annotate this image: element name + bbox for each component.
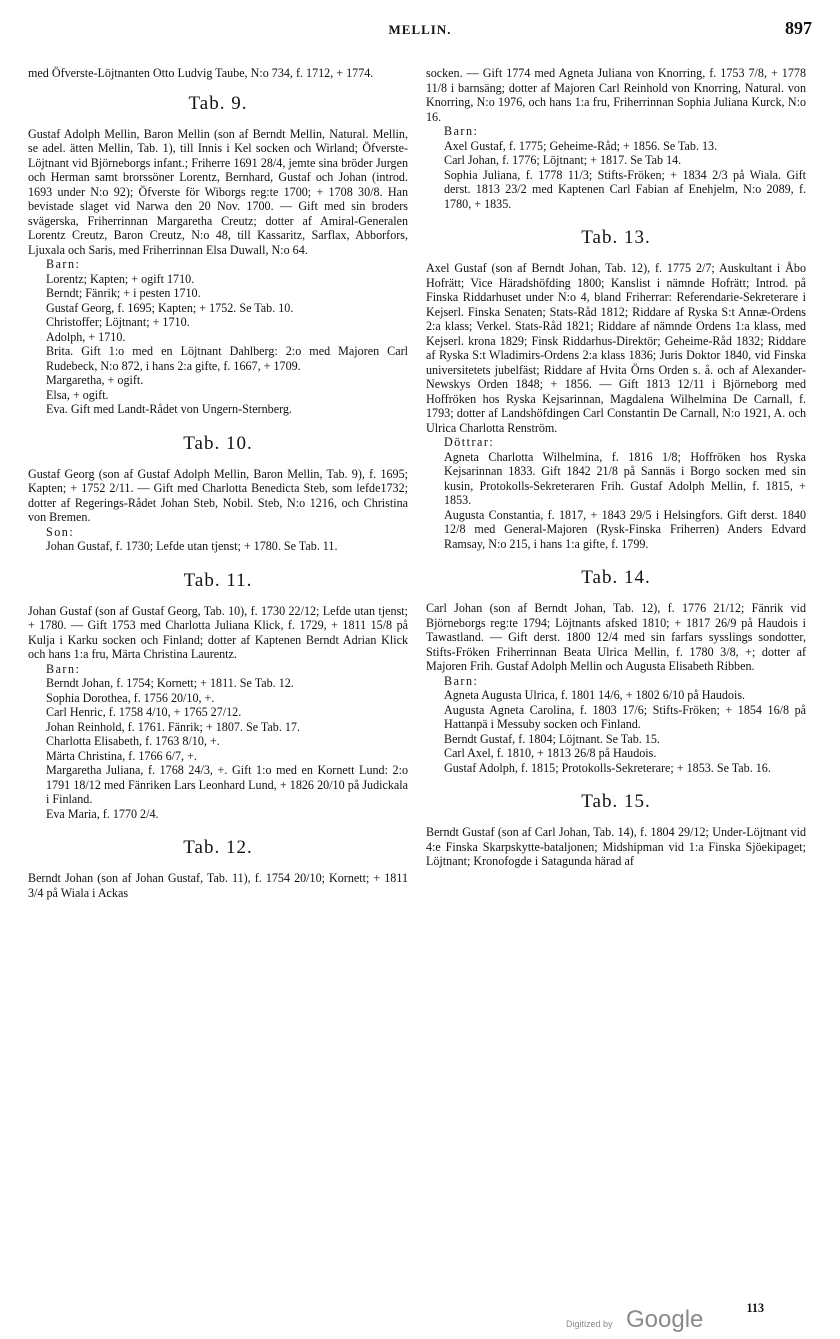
entry-text: Johan Gustaf (son af Gustaf Georg, Tab. 10), f. 1730 22/12; Lefde utan tjenst; + 1780. — Gift 1753 med Charlotta Juliana Klick, f. 1729, + 1811 15/8 på Kulja i Karku socken och Finland; dotter af Kaptenen Berndt Adrian Klick och hans 1:a fru, Märta Christina Laurentz.	[28, 603, 408, 661]
entry-text: Berndt Johan (son af Johan Gustaf, Tab. 11), f. 1754 20/10; Kornett; + 1811 3/4 på Wiala i Ackas	[28, 871, 408, 900]
child-entry: Johan Reinhold, f. 1761. Fänrik; + 1807. Se Tab. 17.	[46, 719, 300, 734]
left-column	[28, 66, 408, 900]
page-header	[28, 18, 812, 46]
child-entry: Berndt; Fänrik; + i pesten 1710.	[46, 286, 201, 300]
tab-heading: Tab. 11.	[183, 569, 253, 591]
child-entry: Eva Maria, f. 1770 2/4.	[46, 806, 159, 821]
tab-heading: Tab. 12.	[183, 837, 253, 858]
child-entry: Christoffer; Löjtnant; + 1710.	[46, 315, 190, 329]
child-entry: Gustaf Adolph, f. 1815; Protokolls-Sekreterare; + 1853. Se Tab. 16.	[444, 760, 771, 775]
child-entry: Adolph, + 1710.	[46, 329, 126, 344]
page-number: 897	[785, 18, 812, 38]
child-entry: Margaretha, + ogift.	[46, 373, 144, 387]
child-entry: Berndt Gustaf, f. 1804; Löjtnant. Se Tab. 15.	[444, 731, 660, 746]
child-entry: Brita. Gift 1:o med en Löjtnant Dahlberg: 2:o med Majoren Carl Rudebeck, N:o 872, i hans 2:a gifte, f. 1667, + 1709.	[46, 344, 408, 373]
child-entry: Agneta Charlotta Wilhelmina, f. 1816 1/8; Hoffröken hos Ryska Kejsarinnan 1833. Gift 1842 21/8 på Sannäs i Borgo socken med sin kusin, Protokolls-Sekreteraren Frih. Gustaf Adolph Mellin, f. 1815, + 1853.	[444, 449, 806, 507]
children-label: Barn:	[444, 124, 479, 138]
children-label: Barn:	[46, 661, 81, 676]
child-entry: Carl Johan, f. 1776; Löjtnant; + 1817. Se Tab 14.	[444, 153, 682, 167]
tab-heading: Tab. 9.	[188, 92, 248, 114]
tab-heading: Tab. 13.	[581, 227, 651, 248]
continued-text: socken. — Gift 1774 med Agneta Juliana von Knorring, f. 1753 7/8, + 1778 11/8 i barnsäng; dotter af Majoren Carl Reinhold von Knorring, Natural. von Knorring, N:o 1976, och hans 1:a fru, Friherrinnan Sophia Juliana Kurck, N:o 16.	[426, 66, 806, 124]
running-title: MELLIN.	[388, 22, 452, 37]
child-entry: Agneta Augusta Ulrica, f. 1801 14/6, + 1802 6/10 på Haudois.	[444, 688, 746, 702]
child-entry: Märta Christina, f. 1766 6/7, +.	[46, 748, 197, 763]
tab-heading: Tab. 14.	[581, 567, 651, 588]
entry-text: Gustaf Adolph Mellin, Baron Mellin (son af Berndt Mellin, Natural. Mellin, se adel. ätten Mellin, Tab. 1), till Innis i Kel socken och Wirland; Öfverste-Löjtnant vid Björneborgs infant.; Friherre 1691 28/4, jemte sina bröder Jurgen och Herman samt brorssöner Lorentz, Bernhard, Gustaf och Johan (introd. 1693 under N:o 92); Öfverste för Wiborgs reg:te 1700; + 1708 30/8. Han bevistade slaget vid Narwa den 20 Nov. 1700. — Gift med sin broders svägerska, Friherrinnan Margaretha Creutz; dotter af Amiral-Generalen Lorentz Creutz, Baron Creutz, N:o 48, till Kassaritz, Sarflax, Abborfors, Ljuxala och Saris, med Friherrinnan Elsa Duwall, N:o 64.	[28, 126, 408, 257]
signature-mark: 113	[746, 1301, 764, 1315]
right-column	[426, 66, 806, 869]
child-entry: Augusta Constantia, f. 1817, + 1843 29/5 i Helsingfors. Gift derst. 1840 12/8 med General-Majoren (Rysk-Finska Friherren) Anders Edvard Ramsay, N:o 215, i hans 1:a gifte, f. 1799.	[444, 507, 806, 551]
child-entry: Johan Gustaf, f. 1730; Lefde utan tjenst; + 1780. Se Tab. 11.	[46, 539, 338, 553]
digitized-label: Digitized by	[566, 1319, 613, 1329]
entry-text: Axel Gustaf (son af Berndt Johan, Tab. 12), f. 1775 2/7; Auskultant i Åbo Hofrätt; Vice Häradshöfding 1800; Kanslist i nämnde Hofrätt; Introd. på Finska Riddarhuset under N:o 4, bland Friherrar: Referendarie-Sekreterare i Kejserl. Finska Senaten; Stats-Råd 1812; Riddare af Ryska S:t Annæ-Ordens 2:a klass; Verkel. Stats-Råd 1821; Riddare af nämnde Ordens 1:a klass, med Kejserl. krona 1829; Finsk Riddarhus-Direktör; Geheime-Råd 1832; Riddare af Ryska S:t Wladimirs-Ordens 2:a klass 1836; Juris Doktor 1840, vid Finska universitetets jubelfäst; Riddare af Hvita Örns Orden s. å. och af Alexander-Newskys Orden 1848; + 1856. — Gift 1813 12/11 i Björneborg med Hoffröken hos Ryska Kejsarinnan, Magdalena Wilhelmina De Carnall, f. 1793; dotter af Landshöfdingen Carl Constantin De Carnall, N:o 1921, A. och Ulrica Charlotta Renström.	[426, 261, 806, 435]
children-label: Barn:	[444, 673, 479, 688]
entry-text: Berndt Gustaf (son af Carl Johan, Tab. 14), f. 1804 29/12; Under-Löjtnant vid 4:e Finska Skarpskytte-bataljonen; Midshipman vid 1:a Finska Sjöekipaget; Löjtnant; Kronofogde i Satagunda härad af	[426, 825, 806, 868]
child-entry: Carl Axel, f. 1810, + 1813 26/8 på Haudois.	[444, 746, 657, 760]
tab-heading: Tab. 15.	[581, 791, 651, 812]
child-entry: Berndt Johan, f. 1754; Kornett; + 1811. Se Tab. 12.	[46, 676, 294, 690]
child-entry: Margaretha Juliana, f. 1768 24/3, +. Gift 1:o med en Kornett Lund: 2:o 1791 18/12 med Fänriken Lars Leonhard Lund, + 1826 20/10 på Judickala i Finland.	[46, 763, 408, 806]
children-label: Son:	[46, 524, 75, 539]
child-entry: Augusta Agneta Carolina, f. 1803 17/6; Stifts-Fröken; + 1854 16/8 på Hattanpä i Messuby socken och Finland.	[444, 702, 806, 731]
child-entry: Sophia Dorothea, f. 1756 20/10, +.	[46, 690, 215, 705]
children-label: Barn:	[46, 257, 81, 271]
child-entry: Eva. Gift med Landt-Rådet von Ungern-Sternberg.	[46, 402, 292, 416]
tab-heading: Tab. 10.	[183, 432, 253, 454]
child-entry: Gustaf Georg, f. 1695; Kapten; + 1752. Se Tab. 10.	[46, 300, 294, 315]
child-entry: Charlotta Elisabeth, f. 1763 8/10, +.	[46, 734, 220, 748]
entry-text: Gustaf Georg (son af Gustaf Adolph Mellin, Baron Mellin, Tab. 9), f. 1695; Kapten; + 1752 2/11. — Gift med Charlotta Benedicta Steb, som lefde1732; dotter af Regerings-Rådet Johan Steb, Nobil. Steb, N:o 1216, och Christina von Bremen.	[28, 466, 408, 524]
continued-text: med Öfverste-Löjtnanten Otto Ludvig Taube, N:o 734, f. 1712, + 1774.	[28, 66, 374, 80]
child-entry: Axel Gustaf, f. 1775; Geheime-Råd; + 1856. Se Tab. 13.	[444, 138, 718, 153]
child-entry: Lorentz; Kapten; + ogift 1710.	[46, 271, 195, 286]
child-entry: Elsa, + ogift.	[46, 387, 109, 402]
children-label: Döttrar:	[444, 435, 495, 449]
entry-text: Carl Johan (son af Berndt Johan, Tab. 12), f. 1776 21/12; Fänrik vid Björneborgs reg:te 1794; Löjtnants afsked 1810; + 1817 26/9 på Haudois i Tawastland. — Gift derst. 1800 12/4 med sin farfars sysslings sondotter, Stifts-Fröken Friherrinnan Beata Ulrica Mellin, f. 1780 3/8, +; dotter af Majoren Frih. Gustaf Adolph Mellin och Augusta Elisabeth Ribben.	[426, 601, 806, 673]
digitized-footer	[566, 1306, 746, 1336]
child-entry: Sophia Juliana, f. 1778 11/3; Stifts-Fröken; + 1834 2/3 på Wiala. Gift derst. 1813 23/2 med Kaptenen Carl Fabian af Enehjelm, N:o 2089, f. 1780, + 1835.	[444, 167, 806, 211]
child-entry: Carl Henric, f. 1758 4/10, + 1765 27/12.	[46, 705, 242, 719]
google-logo: Google	[626, 1306, 704, 1333]
